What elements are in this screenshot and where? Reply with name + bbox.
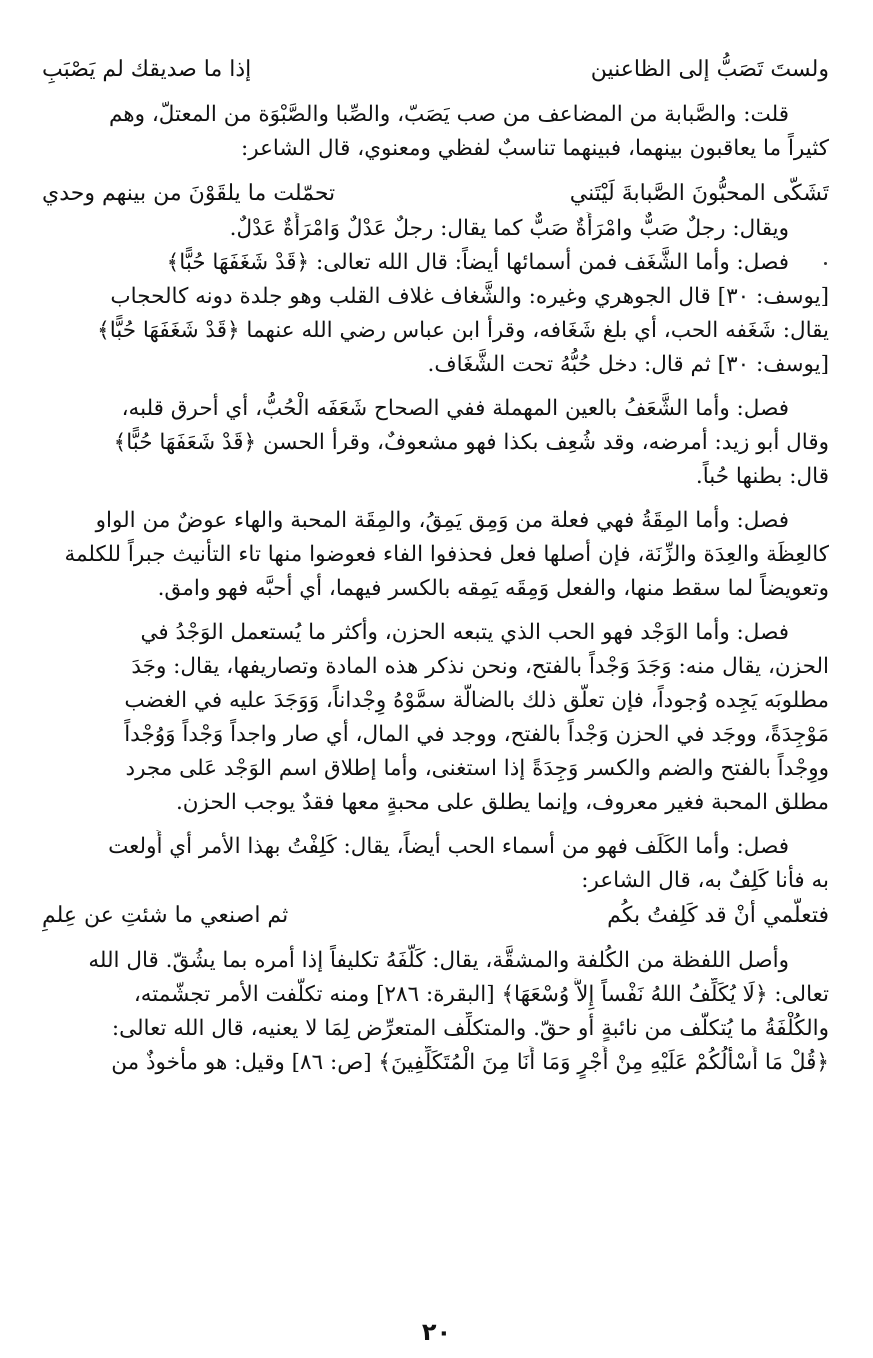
verse-first-hemistich: تَشَكّى المحبُّونَ الصَّبابةَ لَيْتَني xyxy=(569,181,829,206)
poetry-verse xyxy=(42,52,829,88)
text-line: فصل: وأما المِقَةُ فهي فعلة من وَمِق يَمِقُ، والمِقَة المحبة والهاء عوضٌ من الواو xyxy=(95,508,789,533)
text-line: وتعويضاً لما سقط منها، والفعل وَمِقَه يَمِقه بالكسر فيهما، أي أحبَّه فهو وامق. xyxy=(157,576,829,601)
text-line: [يوسف: ٣٠] ثم قال: دخل حُبُّهُ تحت الشَّغَاف. xyxy=(427,352,829,377)
text-line: ويقال: رجلٌ صَبٌّ وامْرَأَةٌ صَبٌّ كما يقال: رجلٌ عَدْلٌ وَامْرَأَةٌ عَدْلٌ. xyxy=(229,216,789,241)
margin-dot xyxy=(824,262,827,265)
poetry-verse xyxy=(42,176,829,212)
verse-second-hemistich: إذا ما صديقك لم يَصْبَبِ xyxy=(42,57,252,82)
poetry-verse xyxy=(42,898,829,934)
text-line: كثيراً ما يعاقبون بينهما، فبينهما تناسبٌ لفظي ومعنوي، قال الشاعر: xyxy=(240,136,829,161)
text-line: قلت: والصَّبابة من المضاعف من صب يَصَبّ، والصِّبا والصَّبْوَة من المعتلّ، وهم xyxy=(108,102,789,127)
text-line: وأصل اللفظة من الكُلفة والمشقَّة، يقال: كَلَّفَهُ تكليفاً إذا أمره بما يشُقّ. قال الله xyxy=(88,948,789,973)
text-line: فصل: وأما الشَّغَف فمن أسمائها أيضاً: قال الله تعالى: ﴿قَدْ شَغَفَهَا حُبًّا﴾ xyxy=(166,250,789,275)
text-line: مطلق المحبة فغير معروف، وإنما يطلق على محبةٍ معها فقدٌ يوجب الحزن. xyxy=(175,790,829,815)
text-line: مَوْجِدَةً، ووجَد في الحزن وَجْداً بالفتح، ووجد في المال، أي صار واجداً وَجْداً وَوُجْداً xyxy=(124,722,829,747)
text-line: كالعِظَة والعِدَة والزِّنَة، فإن أصلها فعل فحذفوا الفاء فعوضوا منها تاء التأنيث جبراً للكلمة xyxy=(64,542,829,567)
text-line: ﴿قُلْ مَا أَسْأَلُكُمْ عَلَيْهِ مِنْ أَجْرٍ وَمَا أَنَا مِنَ الْمُتَكَلِّفِينَ﴾ [ص: ٨٦] وقيل: هو مأخوذٌ من xyxy=(111,1050,829,1075)
text-line: ووِجْداً بالفتح والضم والكسر وَجِدَةً إذا استغنى، وأما إطلاق اسم الوَجْد عَلى مجرد xyxy=(125,756,829,781)
text-line: يقال: شَغَفه الحب، أي بلغ شَغَافه، وقرأ ابن عباس رضي الله عنهما ﴿قَدْ شَغَفَهَا حُبًّا﴾ xyxy=(97,318,829,343)
verse-second-hemistich: تحمّلت ما يلقَوْنَ من بينهم وحدي xyxy=(42,181,336,206)
text-line: به فأنا كَلِفٌ به، قال الشاعر: xyxy=(581,868,829,893)
page-number: ٢٠ xyxy=(421,1318,452,1346)
text-line: [يوسف: ٣٠] قال الجوهري وغيره: والشَّغاف غلاف القلب وهو جلدة دونه كالحجاب xyxy=(110,284,829,309)
text-line: فصل: وأما الشَّعَفُ بالعين المهملة ففي الصحاح شَعَفَه الْحُبُّ، أي أحرق قلبه، xyxy=(121,396,789,421)
text-line: تعالى: ﴿لَا يُكَلِّفُ اللهُ نَفْساً إِلاَّ وُسْعَهَا﴾ [البقرة: ٢٨٦] ومنه تكلّفت الأمر تجشّمته، xyxy=(133,982,829,1007)
text-line: الحزن، يقال منه: وَجَدَ وَجْداً بالفتح، ونحن نذكر هذه المادة وتصاريفها، يقال: وجَدَ xyxy=(131,654,829,679)
text-line: فصل: وأما الوَجْد فهو الحب الذي يتبعه الحزن، وأكثر ما يُستعمل الوَجْدُ في xyxy=(140,620,789,645)
verse-first-hemistich: فتعلّمي أنْ قد كَلِفتُ بكُم xyxy=(607,903,829,928)
text-line: قال: بطنها حُباً. xyxy=(695,464,829,489)
page-text-body xyxy=(42,52,829,1080)
text-line: وقال أبو زيد: أمرضه، وقد شُعِف بكذا فهو مشعوفٌ، وقرأ الحسن ﴿قَدْ شَعَفَهَا حُبًّا﴾ xyxy=(113,430,829,455)
verse-first-hemistich: ولستَ تَصَبُّ إلى الظاعنين xyxy=(590,57,829,82)
text-line: فصل: وأما الكَلَف فهو من أسماء الحب أيضاً، يقال: كَلِفْتُ بهذا الأمر أي أُولعت xyxy=(108,834,789,859)
verse-second-hemistich: ثم اصنعي ما شئتِ عن عِلمِ xyxy=(42,903,289,928)
text-line: مطلوبَه يَجِده وُجوداً، فإن تعلّق ذلك بالضالّة سمَّوْهُ وِجْداناً، وَوَجَدَ عليه في الغضب xyxy=(124,688,829,713)
text-line: والكُلْفَةُ ما يُتكلّف من نائبةٍ أو حقّ. والمتكلِّف المتعرِّض لِمَا لا يعنيه، قال الله تعالى: xyxy=(111,1016,829,1041)
